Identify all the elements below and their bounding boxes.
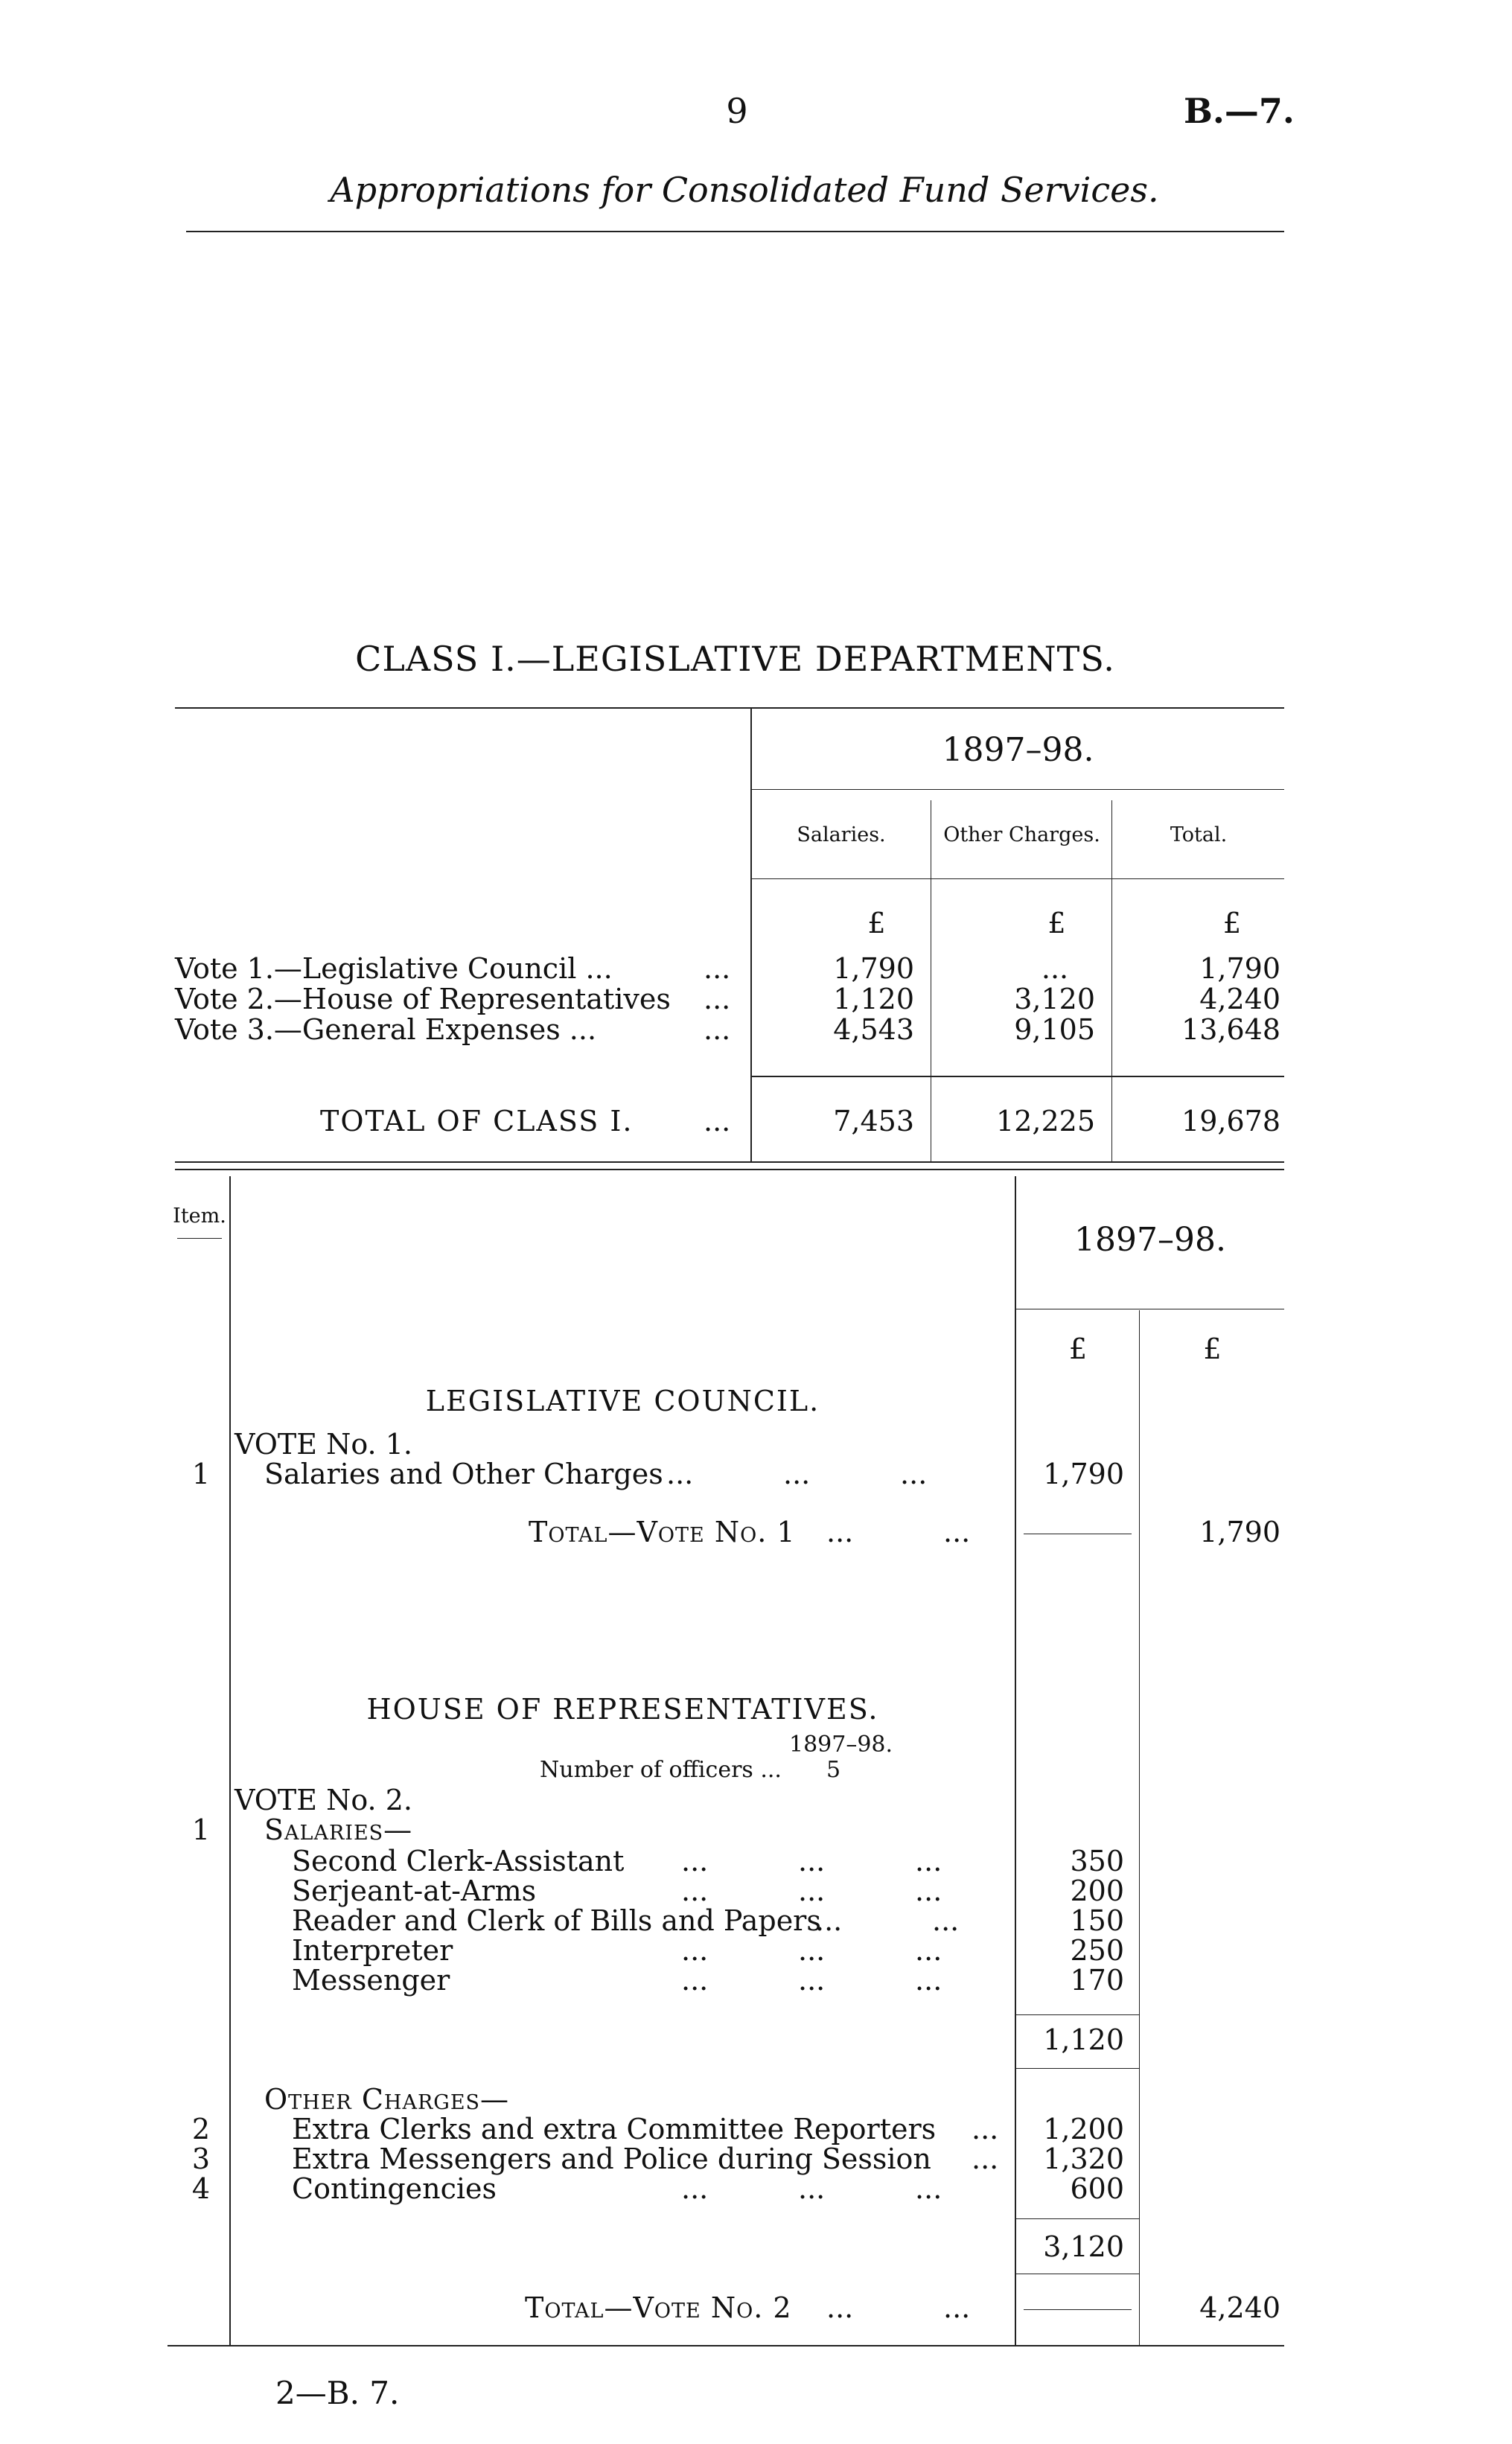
- other-line-dots: ...: [972, 2143, 999, 2175]
- salary-line-dots: ... ... ...: [681, 1845, 942, 1877]
- council-total-label: Total—Vote No. 1: [529, 1516, 796, 1548]
- officers-count: 5: [826, 1757, 841, 1783]
- page-title: Appropriations for Consolidated Fund Services.: [330, 170, 1159, 210]
- salaries-item-number: 1: [191, 1813, 211, 1846]
- summary-double-rule-bottom: [175, 1169, 1284, 1170]
- summary-row-label: Vote 1.—Legislative Council ...: [175, 952, 613, 985]
- officers-label: Number of officers ...: [540, 1757, 782, 1783]
- other-item-number: 4: [191, 2172, 211, 2205]
- other-line-amount: 600: [1070, 2172, 1124, 2205]
- salaries-section-label: Salaries—: [264, 1813, 413, 1846]
- house-amount-rule: [1024, 2309, 1132, 2310]
- summary-total-dots: ...: [704, 1105, 731, 1138]
- salary-line-label: Serjeant-at-Arms: [292, 1875, 537, 1907]
- salary-line-amount: 170: [1070, 1964, 1124, 1997]
- other-charges-section-label: Other Charges—: [264, 2083, 510, 2116]
- other-line-label: Extra Messengers and Police during Session: [292, 2143, 931, 2175]
- salary-line-dots: ... ... ...: [681, 1875, 942, 1907]
- summary-year: 1897–98.: [942, 731, 1094, 769]
- council-line-dots: ... ... ...: [666, 1458, 928, 1490]
- page-number: 9: [726, 91, 748, 131]
- other-line-dots: ...: [972, 2113, 999, 2145]
- other-line-label: Extra Clerks and extra Committee Reporters: [292, 2113, 937, 2145]
- summary-row-total: 1,790: [1199, 952, 1280, 985]
- salaries-subtotal-rule-bottom: [1016, 2068, 1140, 2069]
- house-total-label: Total—Vote No. 2: [525, 2291, 792, 2324]
- detail-currency-amount: £: [1068, 1333, 1088, 1365]
- summary-row-other: 3,120: [1014, 983, 1095, 1015]
- total-column-divider: [1139, 1310, 1140, 2345]
- house-heading: HOUSE OF REPRESENTATIVES.: [366, 1693, 879, 1726]
- detail-currency-total: £: [1203, 1333, 1222, 1365]
- summary-row-dots: ...: [704, 1013, 731, 1046]
- other-line-amount: 1,320: [1043, 2143, 1124, 2175]
- other-subtotal-rule: [1016, 2218, 1140, 2219]
- council-line-amount: 1,790: [1043, 1458, 1124, 1490]
- summary-row-total: 13,648: [1181, 1013, 1280, 1046]
- summary-row-other: 9,105: [1014, 1013, 1095, 1046]
- signature-mark: 2—B. 7.: [275, 2375, 400, 2411]
- summary-row-other: ...: [1041, 952, 1069, 985]
- item-column-divider: [229, 1176, 231, 2345]
- other-charges-subtotal: 3,120: [1043, 2230, 1124, 2263]
- summary-subtotal-rule: [752, 1076, 1284, 1077]
- salary-line-amount: 200: [1070, 1875, 1124, 1907]
- summary-total-label: TOTAL OF CLASS I.: [320, 1105, 634, 1138]
- summary-row-total: 4,240: [1199, 983, 1280, 1015]
- salary-line-dots: ... ... ...: [681, 1964, 942, 1997]
- salary-line-dots: ... ... ...: [681, 1934, 942, 1967]
- house-total-amount: 4,240: [1199, 2291, 1280, 2324]
- currency-total: £: [1222, 907, 1242, 939]
- house-total-dots: ... ...: [826, 2291, 971, 2324]
- salary-line-label: Messenger: [292, 1964, 450, 1997]
- house-vote-label: VOTE No. 2.: [235, 1784, 412, 1816]
- salary-line-label: Reader and Clerk of Bills and Papers: [292, 1904, 821, 1937]
- other-item-number: 3: [191, 2143, 211, 2175]
- class-heading: CLASS I.—LEGISLATIVE DEPARTMENTS.: [355, 639, 1115, 679]
- summary-total-salaries: 7,453: [833, 1105, 914, 1138]
- council-total-dots: ... ...: [826, 1516, 971, 1548]
- salaries-subtotal-rule: [1016, 2014, 1140, 2015]
- council-total-amount: 1,790: [1199, 1516, 1280, 1548]
- summary-row-dots: ...: [704, 952, 731, 985]
- salary-line-dots: ... ...: [815, 1904, 960, 1937]
- item-header: Item.: [173, 1205, 226, 1228]
- summary-row-salaries: 1,120: [833, 983, 914, 1015]
- summary-row-label: Vote 2.—House of Representatives: [175, 983, 671, 1015]
- summary-year-rule: [752, 789, 1284, 790]
- summary-row-label: Vote 3.—General Expenses ...: [175, 1013, 597, 1046]
- summary-total-total: 19,678: [1181, 1105, 1280, 1138]
- detail-bottom-rule: [168, 2345, 1284, 2346]
- other-line-label: Contingencies: [292, 2172, 497, 2205]
- header-rule: [186, 231, 1284, 232]
- salary-line-label: Second Clerk-Assistant: [292, 1845, 625, 1877]
- salaries-subtotal: 1,120: [1043, 2023, 1124, 2056]
- column-header-total: Total.: [1170, 823, 1228, 846]
- column-header-rule: [752, 878, 1284, 879]
- officers-year: 1897–98.: [789, 1732, 893, 1758]
- summary-double-rule-top: [175, 1161, 1284, 1163]
- summary-total-other: 12,225: [996, 1105, 1095, 1138]
- summary-row-salaries: 1,790: [833, 952, 914, 985]
- summary-row-dots: ...: [704, 983, 731, 1015]
- salary-line-amount: 250: [1070, 1934, 1124, 1967]
- other-item-number: 2: [191, 2113, 211, 2145]
- document-reference: B.—7.: [1184, 91, 1295, 131]
- other-line-amount: 1,200: [1043, 2113, 1124, 2145]
- salary-line-amount: 350: [1070, 1845, 1124, 1877]
- other-line-dots: ... ... ...: [681, 2172, 942, 2205]
- detail-year: 1897–98.: [1074, 1221, 1226, 1259]
- council-line-label: Salaries and Other Charges: [264, 1458, 663, 1490]
- council-heading: LEGISLATIVE COUNCIL.: [425, 1385, 820, 1417]
- currency-salaries: £: [867, 907, 886, 939]
- salary-line-amount: 150: [1070, 1904, 1124, 1937]
- column-header-salaries: Salaries.: [797, 823, 886, 846]
- column-header-other-charges: Other Charges.: [943, 823, 1100, 846]
- item-header-rule: [177, 1238, 222, 1239]
- council-item-number: 1: [191, 1458, 211, 1490]
- council-vote-label: VOTE No. 1.: [235, 1428, 412, 1461]
- salary-line-label: Interpreter: [292, 1934, 453, 1967]
- summary-row-salaries: 4,543: [833, 1013, 914, 1046]
- summary-top-rule: [175, 707, 1284, 709]
- currency-other: £: [1047, 907, 1066, 939]
